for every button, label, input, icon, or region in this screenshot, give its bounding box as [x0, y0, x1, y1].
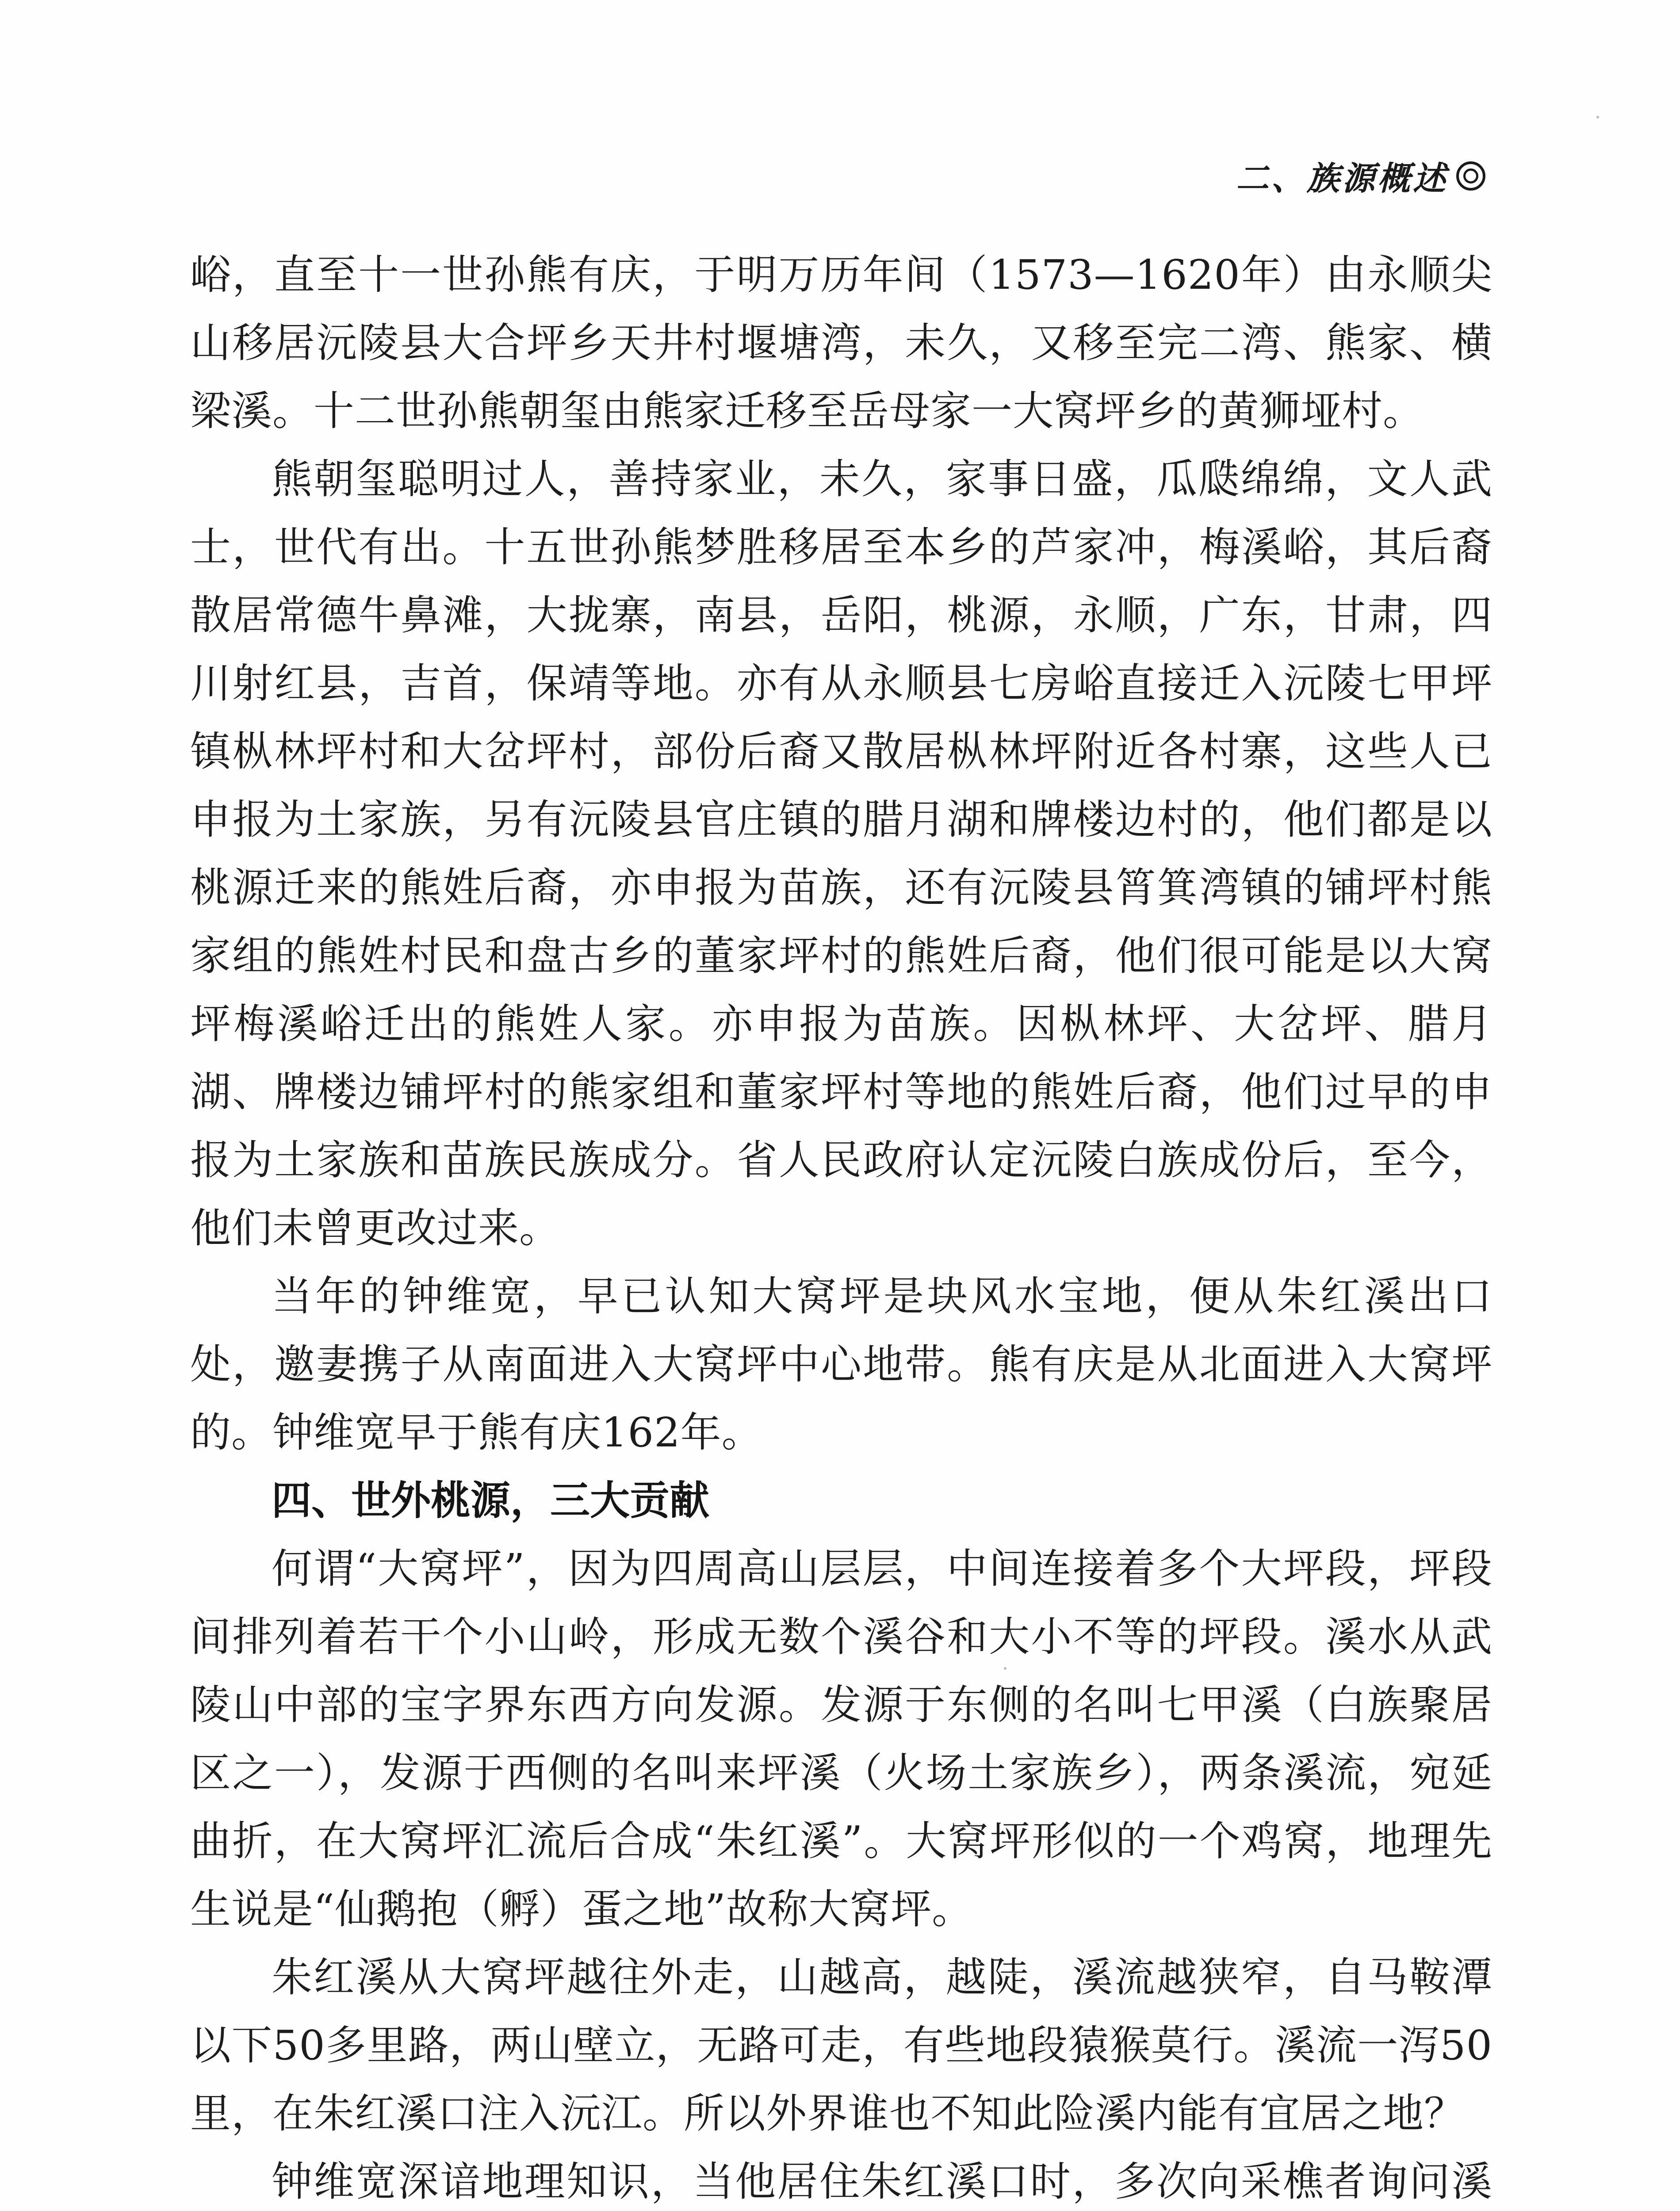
scan-speck	[1004, 1667, 1006, 1670]
double-circle-icon	[1456, 161, 1485, 191]
paragraph: 朱红溪从大窝坪越往外走，山越高，越陡，溪流越狭窄，自马鞍潭以下50多里路，两山壁立，无路可走，有些地段猿猴莫行。溪流一泻50里，在朱红溪口注入沅江。所以外界谁也不知此险溪内能有宜居之地？	[190, 1954, 1492, 2137]
running-header	[1236, 153, 1485, 199]
paragraph: 钟维宽深谙地理知识，当他居住朱红溪口时，多次向采樵者询问溪	[272, 2158, 1492, 2205]
section-heading: 四、世外桃源，三大贡献	[272, 1477, 709, 1524]
running-header-title: 二、族源概述	[1236, 160, 1448, 198]
paragraph-continuation: 峪，直至十一世孙熊有庆，于明万历年间（1573—1620年）由永顺尖山移居沅陵县大合坪乡天井村堰塘湾，未久，又移至完二湾、熊家、横梁溪。十二世孙熊朝玺由熊家迁移至岳母家一大窝坪乡的黄狮垭村。	[190, 251, 1492, 435]
paragraph: 熊朝玺聪明过人，善持家业，未久，家事日盛，瓜瓞绵绵，文人武士，世代有出。十五世孙熊梦胜移居至本乡的芦家冲，梅溪峪，其后裔散居常德牛鼻滩，大拢寨，南县，岳阳，桃源，永顺，广东，甘肃，四川射红县，吉首，保靖等地。亦有从永顺县七房峪直接迁入沅陵七甲坪镇枞林坪村和大岔坪村，部份后裔又散居枞林坪附近各村寨，这些人已申报为土家族，另有沅陵县官庄镇的腊月湖和牌楼边村的，他们都是以桃源迁来的熊姓后裔，亦申报为苗族，还有沅陵县筲箕湾镇的铺坪村熊家组的熊姓村民和盘古乡的董家坪村的熊姓后裔，他们很可能是以大窝坪梅溪峪迁出的熊姓人家。亦申报为苗族。因枞林坪、大岔坪、腊月湖、牌楼边铺坪村的熊家组和董家坪村等地的熊姓后裔，他们过早的申报为土家族和苗族民族成分。省人民政府认定沅陵白族成份后，至今，他们未曾更改过来。	[190, 455, 1492, 1252]
paragraph: 当年的钟维宽，早已认知大窝坪是块风水宝地，便从朱红溪出口处，邀妻携子从南面进入大窝坪中心地带。熊有庆是从北面进入大窝坪的。钟维宽早于熊有庆162年。	[190, 1273, 1492, 1456]
paragraph: 何谓“大窝坪”，因为四周高山层层，中间连接着多个大坪段，坪段间排列着若干个小山岭，形成无数个溪谷和大小不等的坪段。溪水从武陵山中部的宝字界东西方向发源。发源于东侧的名叫七甲溪（白族聚居区之一），发源于西侧的名叫来坪溪（火场土家族乡），两条溪流，宛延曲折，在大窝坪汇流后合成“朱红溪”。大窝坪形似的一个鸡窝，地理先生说是“仙鹅抱（孵）蛋之地”故称大窝坪。	[190, 1545, 1492, 1933]
body-text	[190, 241, 1492, 2211]
scan-speck	[1596, 116, 1599, 119]
